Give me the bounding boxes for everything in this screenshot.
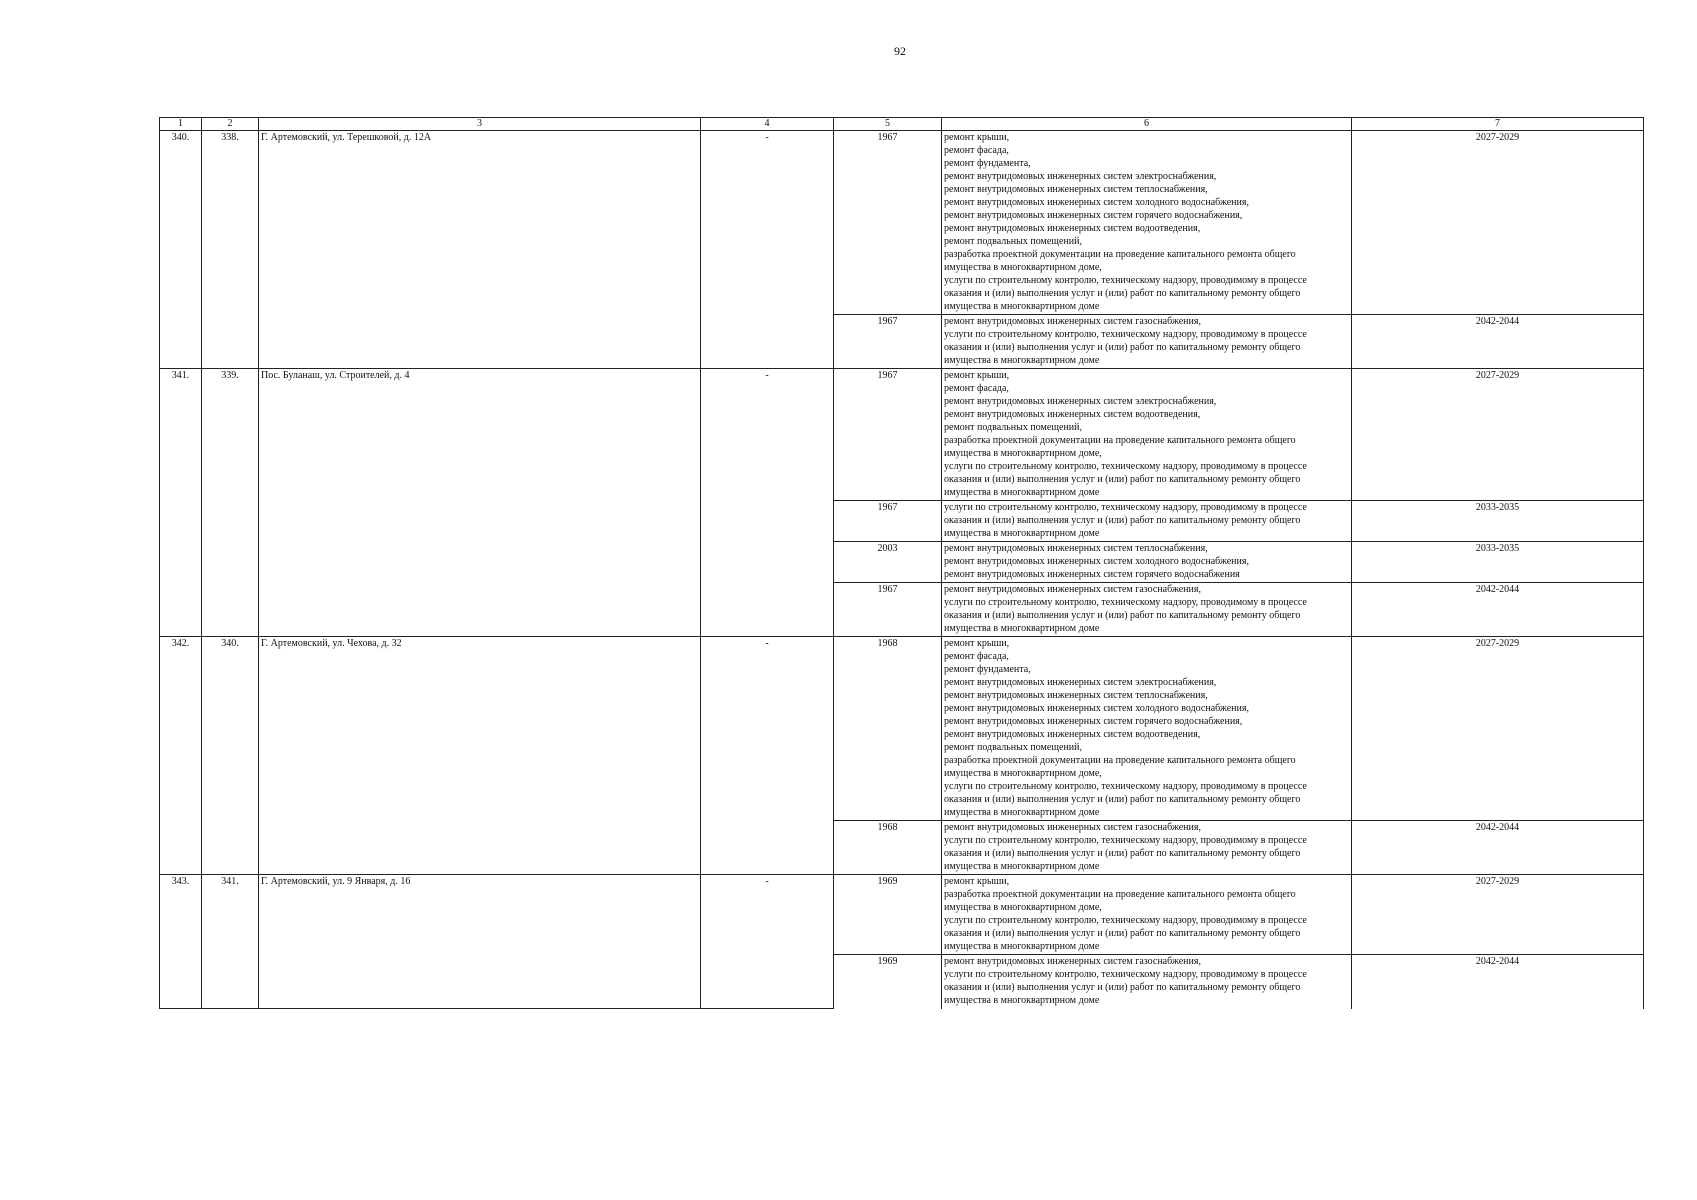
- table-row: [160, 637, 1644, 821]
- repair-schedule-table: [159, 117, 1644, 1009]
- works-cell: ремонт крыши, ремонт фасада, ремонт фундамента, ремонт внутридомовых инженерных систем электроснабжения, ремонт внутридомовых инженерных систем теплоснабжения, ремонт внутридомовых инженерных систем холодного водоснабжения, ремонт внутридомовых инженерных систем горячего водоснабжения, ремонт внутридомовых инженерных систем водоотведения, ремонт подвальных помещений, разработка проектной документации на проведение капитального ремонта общего имущества в многоквартирном доме, услуги по строительному контролю, техническому надзору, проводимому в процессе оказания и (или) выполнения услуг и (или) работ по капитальному ремонту общего имущества в многоквартирном доме: [942, 637, 1352, 821]
- period-cell: 2027-2029: [1352, 637, 1644, 821]
- table-row: [160, 131, 1644, 315]
- period-cell: 2042-2044: [1352, 821, 1644, 875]
- dash-cell: -: [701, 131, 834, 369]
- year-cell: 1968: [834, 821, 942, 875]
- works-cell: ремонт внутридомовых инженерных систем теплоснабжения, ремонт внутридомовых инженерных систем холодного водоснабжения, ремонт внутридомовых инженерных систем горячего водоснабжения: [942, 542, 1352, 583]
- column-header: 4: [701, 118, 834, 131]
- record-number-cell: 341.: [160, 369, 202, 637]
- period-cell: 2027-2029: [1352, 875, 1644, 955]
- column-header: 2: [202, 118, 259, 131]
- works-cell: ремонт внутридомовых инженерных систем газоснабжения, услуги по строительному контролю, техническому надзору, проводимому в процессе оказания и (или) выполнения услуг и (или) работ по капитальному ремонту общего имущества в многоквартирном доме: [942, 955, 1352, 1009]
- page-number: 92: [894, 44, 906, 58]
- period-cell: 2042-2044: [1352, 315, 1644, 369]
- year-cell: 1967: [834, 131, 942, 315]
- period-cell: 2027-2029: [1352, 131, 1644, 315]
- column-number-header-row: [160, 118, 1644, 131]
- record-number-cell: 342.: [160, 637, 202, 875]
- address-cell: Г. Артемовский, ул. Терешковой, д. 12А: [259, 131, 701, 369]
- period-cell: 2042-2044: [1352, 583, 1644, 637]
- column-header: 3: [259, 118, 701, 131]
- period-cell: 2033-2035: [1352, 501, 1644, 542]
- works-cell: ремонт крыши, ремонт фасада, ремонт фундамента, ремонт внутридомовых инженерных систем электроснабжения, ремонт внутридомовых инженерных систем теплоснабжения, ремонт внутридомовых инженерных систем холодного водоснабжения, ремонт внутридомовых инженерных систем горячего водоснабжения, ремонт внутридомовых инженерных систем водоотведения, ремонт подвальных помещений, разработка проектной документации на проведение капитального ремонта общего имущества в многоквартирном доме, услуги по строительному контролю, техническому надзору, проводимому в процессе оказания и (или) выполнения услуг и (или) работ по капитальному ремонту общего имущества в многоквартирном доме: [942, 131, 1352, 315]
- address-cell: Г. Артемовский, ул. 9 Января, д. 16: [259, 875, 701, 1009]
- record-subnumber-cell: 341.: [202, 875, 259, 1009]
- year-cell: 2003: [834, 542, 942, 583]
- record-subnumber-cell: 340.: [202, 637, 259, 875]
- record-subnumber-cell: 339.: [202, 369, 259, 637]
- works-cell: услуги по строительному контролю, техническому надзору, проводимому в процессе оказания и (или) выполнения услуг и (или) работ по капитальному ремонту общего имущества в многоквартирном доме: [942, 501, 1352, 542]
- works-cell: ремонт внутридомовых инженерных систем газоснабжения, услуги по строительному контролю, техническому надзору, проводимому в процессе оказания и (или) выполнения услуг и (или) работ по капитальному ремонту общего имущества в многоквартирном доме: [942, 583, 1352, 637]
- period-cell: 2042-2044: [1352, 955, 1644, 1009]
- column-header: 6: [942, 118, 1352, 131]
- year-cell: 1967: [834, 369, 942, 501]
- period-cell: 2033-2035: [1352, 542, 1644, 583]
- record-subnumber-cell: 338.: [202, 131, 259, 369]
- year-cell: 1968: [834, 637, 942, 821]
- year-cell: 1969: [834, 875, 942, 955]
- year-cell: 1967: [834, 501, 942, 542]
- works-cell: ремонт крыши, ремонт фасада, ремонт внутридомовых инженерных систем электроснабжения, ремонт внутридомовых инженерных систем водоотведения, ремонт подвальных помещений, разработка проектной документации на проведение капитального ремонта общего имущества в многоквартирном доме, услуги по строительному контролю, техническому надзору, проводимому в процессе оказания и (или) выполнения услуг и (или) работ по капитальному ремонту общего имущества в многоквартирном доме: [942, 369, 1352, 501]
- works-cell: ремонт крыши, разработка проектной документации на проведение капитального ремонта общего имущества в многоквартирном доме, услуги по строительному контролю, техническому надзору, проводимому в процессе оказания и (или) выполнения услуг и (или) работ по капитальному ремонту общего имущества в многоквартирном доме: [942, 875, 1352, 955]
- column-header: 5: [834, 118, 942, 131]
- table-row: [160, 369, 1644, 501]
- column-header: 7: [1352, 118, 1644, 131]
- record-number-cell: 343.: [160, 875, 202, 1009]
- period-cell: 2027-2029: [1352, 369, 1644, 501]
- column-header: 1: [160, 118, 202, 131]
- record-number-cell: 340.: [160, 131, 202, 369]
- works-cell: ремонт внутридомовых инженерных систем газоснабжения, услуги по строительному контролю, техническому надзору, проводимому в процессе оказания и (или) выполнения услуг и (или) работ по капитальному ремонту общего имущества в многоквартирном доме: [942, 821, 1352, 875]
- dash-cell: -: [701, 875, 834, 1009]
- year-cell: 1969: [834, 955, 942, 1009]
- year-cell: 1967: [834, 315, 942, 369]
- table-body: [160, 118, 1644, 1009]
- dash-cell: -: [701, 637, 834, 875]
- works-cell: ремонт внутридомовых инженерных систем газоснабжения, услуги по строительному контролю, техническому надзору, проводимому в процессе оказания и (или) выполнения услуг и (или) работ по капитальному ремонту общего имущества в многоквартирном доме: [942, 315, 1352, 369]
- table-row: [160, 875, 1644, 955]
- address-cell: Г. Артемовский, ул. Чехова, д. 32: [259, 637, 701, 875]
- address-cell: Пос. Буланаш, ул. Строителей, д. 4: [259, 369, 701, 637]
- dash-cell: -: [701, 369, 834, 637]
- year-cell: 1967: [834, 583, 942, 637]
